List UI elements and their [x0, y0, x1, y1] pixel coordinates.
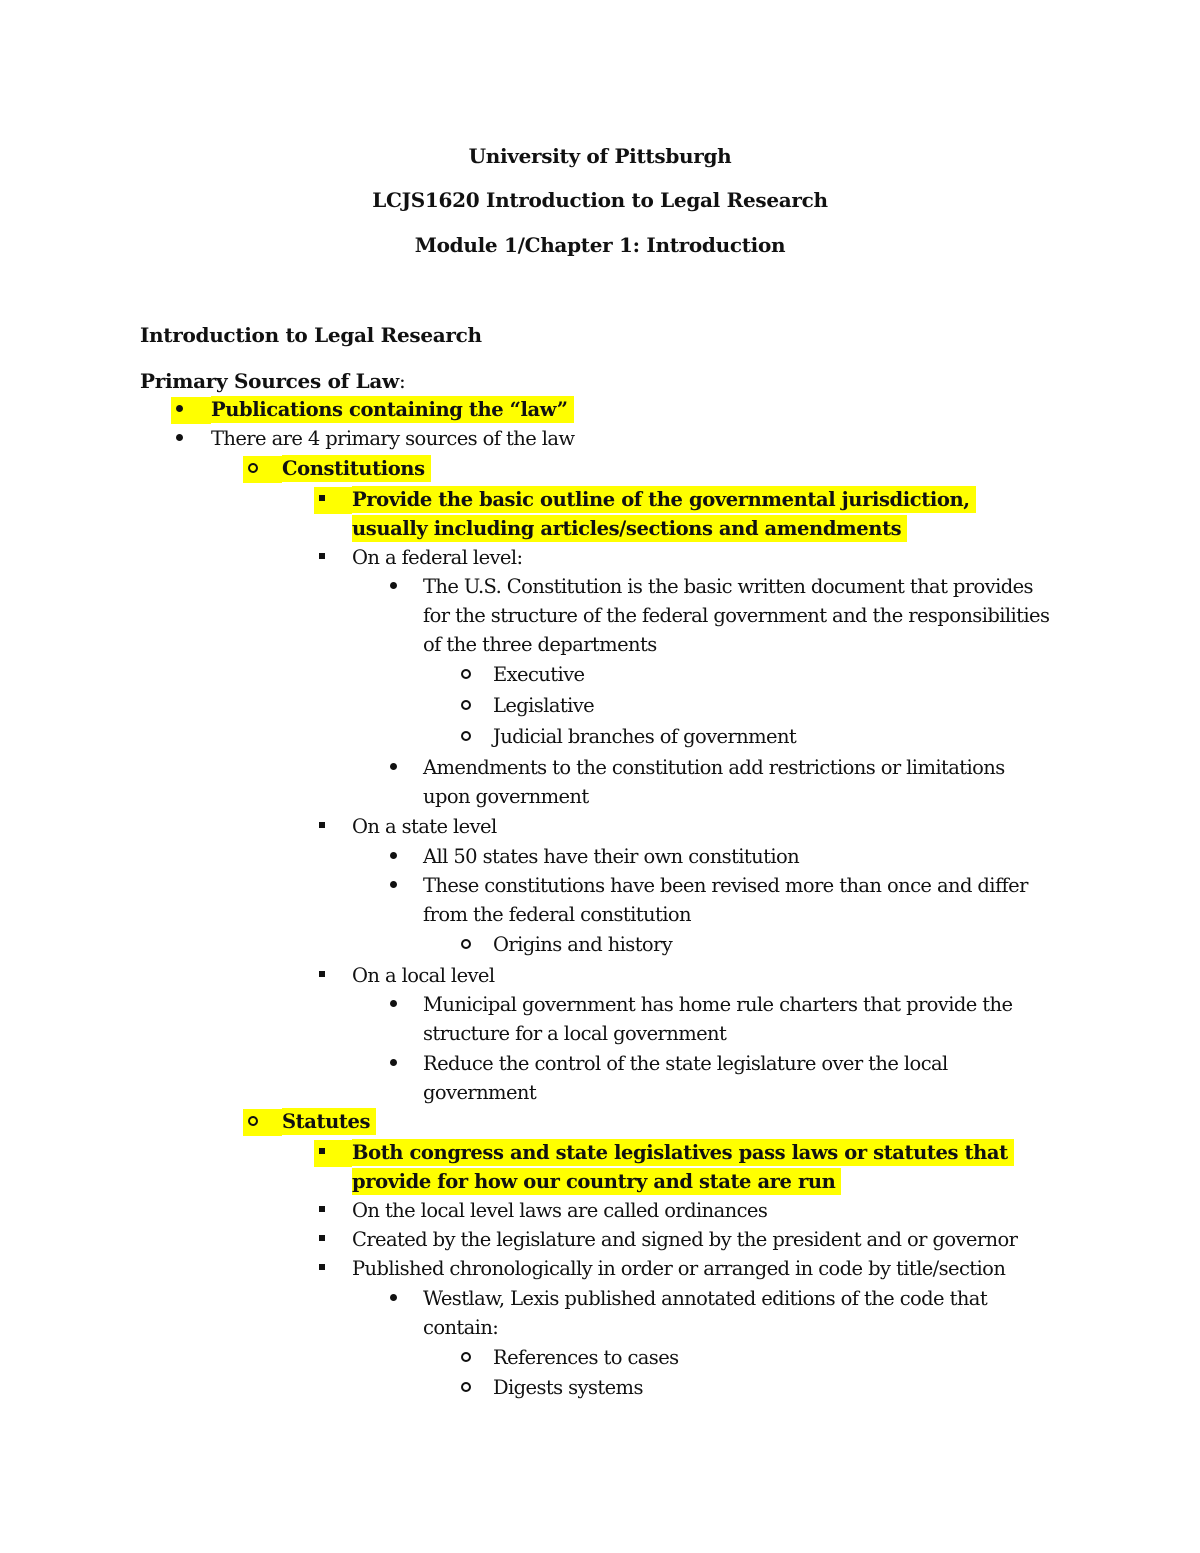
outline-item: [493, 930, 1093, 959]
disc-bullet-icon: [390, 1000, 397, 1007]
ring-bullet-icon: [461, 700, 471, 710]
outline-item: [423, 753, 1053, 811]
outline-item: [493, 660, 1093, 689]
square-bullet-icon: [319, 1264, 325, 1270]
highlighted-text: Constitutions: [282, 455, 431, 482]
primary-sources-heading: [140, 369, 405, 393]
disc-bullet-icon: [390, 582, 397, 589]
outline-item-text: [282, 1107, 962, 1136]
outline-item: [352, 1196, 1027, 1225]
outline-item-text: Legislative: [493, 694, 595, 717]
disc-bullet-icon: [390, 852, 397, 859]
outline-item-text: Digests systems: [493, 1376, 643, 1399]
outline-item: [352, 1254, 1027, 1283]
highlighted-text: Statutes: [282, 1108, 376, 1135]
disc-bullet-icon: [390, 1294, 397, 1301]
square-bullet-icon: [319, 553, 325, 559]
square-bullet-icon: [319, 822, 325, 828]
highlighted-text: Provide the basic outline of the governmental jurisdiction, usually including articles/sections and amendments: [352, 486, 976, 542]
outline-item-text: Published chronologically in order or arranged in code by title/section: [352, 1257, 1006, 1280]
outline-item: [493, 722, 1093, 751]
ring-bullet-icon: [461, 1352, 471, 1362]
primary-sources-label: Primary Sources of Law: [140, 369, 399, 393]
outline-item-text: On a local level: [352, 964, 495, 987]
outline-item-text: The U.S. Constitution is the basic written document that provides for the structure of the federal government and the responsibilities of the three departments: [423, 575, 1050, 656]
disc-bullet-icon: [176, 434, 183, 441]
outline-item: [423, 842, 1053, 871]
outline-item: [352, 1225, 1027, 1254]
square-bullet-icon: [319, 1235, 325, 1241]
outline-item-text: There are 4 primary sources of the law: [211, 427, 575, 450]
outline-item-text: [211, 395, 891, 424]
disc-bullet-icon: [390, 1059, 397, 1066]
outline-item-text: [352, 485, 1032, 543]
outline-item-text: Reduce the control of the state legislature over the local government: [423, 1052, 948, 1104]
outline-item-text: Judicial branches of government: [493, 725, 797, 748]
course-title: LCJS1620 Introduction to Legal Research: [372, 188, 828, 212]
primary-sources-colon: :: [398, 369, 406, 393]
outline-item-text: These constitutions have been revised more than once and differ from the federal constitution: [423, 874, 1028, 926]
outline-item: [211, 424, 1111, 453]
outline-item-text: Westlaw, Lexis published annotated editions of the code that contain:: [423, 1287, 988, 1339]
square-bullet-icon: [319, 1206, 325, 1212]
ring-bullet-icon: [461, 669, 471, 679]
outline-item: [282, 1107, 962, 1136]
ring-bullet-icon: [461, 1382, 471, 1392]
ring-bullet-icon: [461, 939, 471, 949]
square-bullet-icon: [319, 495, 325, 501]
outline-item: [423, 572, 1053, 659]
outline-item: [423, 1049, 1053, 1107]
highlighted-text: Both congress and state legislatives pass laws or statutes that provide for how our country and state are run: [352, 1139, 1014, 1195]
ring-bullet-icon: [461, 731, 471, 741]
outline-item-text: Origins and history: [493, 933, 673, 956]
disc-bullet-icon: [176, 405, 183, 412]
outline-item-text: On a state level: [352, 815, 497, 838]
outline-item: [493, 1343, 1093, 1372]
university-title: University of Pittsburgh: [468, 144, 732, 168]
disc-bullet-icon: [390, 763, 397, 770]
outline-item-text: References to cases: [493, 1346, 679, 1369]
outline-item: [211, 395, 891, 424]
outline-item: [352, 812, 1027, 841]
outline-item-text: [282, 454, 962, 483]
outline-item-text: Amendments to the constitution add restrictions or limitations upon government: [423, 756, 1005, 808]
outline-item-text: On a federal level:: [352, 546, 523, 569]
outline-item-text: On the local level laws are called ordinances: [352, 1199, 768, 1222]
outline-item-text: Created by the legislature and signed by the president and or governor: [352, 1228, 1018, 1251]
highlighted-text: Publications containing the “law”: [211, 396, 574, 423]
outline-item-text: Executive: [493, 663, 585, 686]
square-bullet-icon: [319, 1148, 325, 1154]
module-title: Module 1/Chapter 1: Introduction: [414, 233, 786, 257]
outline-item: [423, 990, 1053, 1048]
outline-item-text: Municipal government has home rule charters that provide the structure for a local government: [423, 993, 1013, 1045]
outline-item: [352, 1138, 1032, 1196]
ring-bullet-icon: [248, 463, 258, 473]
outline-item-text: [352, 1138, 1032, 1196]
outline-item-text: All 50 states have their own constitution: [423, 845, 800, 868]
outline-item: [352, 961, 1027, 990]
outline-item: [423, 1284, 1053, 1342]
ring-bullet-icon: [248, 1116, 258, 1126]
square-bullet-icon: [319, 971, 325, 977]
outline-item: [352, 543, 1027, 572]
disc-bullet-icon: [390, 881, 397, 888]
outline-item: [493, 691, 1093, 720]
outline-item: [282, 454, 962, 483]
outline-item: [493, 1373, 1093, 1402]
outline-item: [423, 871, 1053, 929]
outline-item: [352, 485, 1032, 543]
section-title: Introduction to Legal Research: [140, 323, 482, 347]
